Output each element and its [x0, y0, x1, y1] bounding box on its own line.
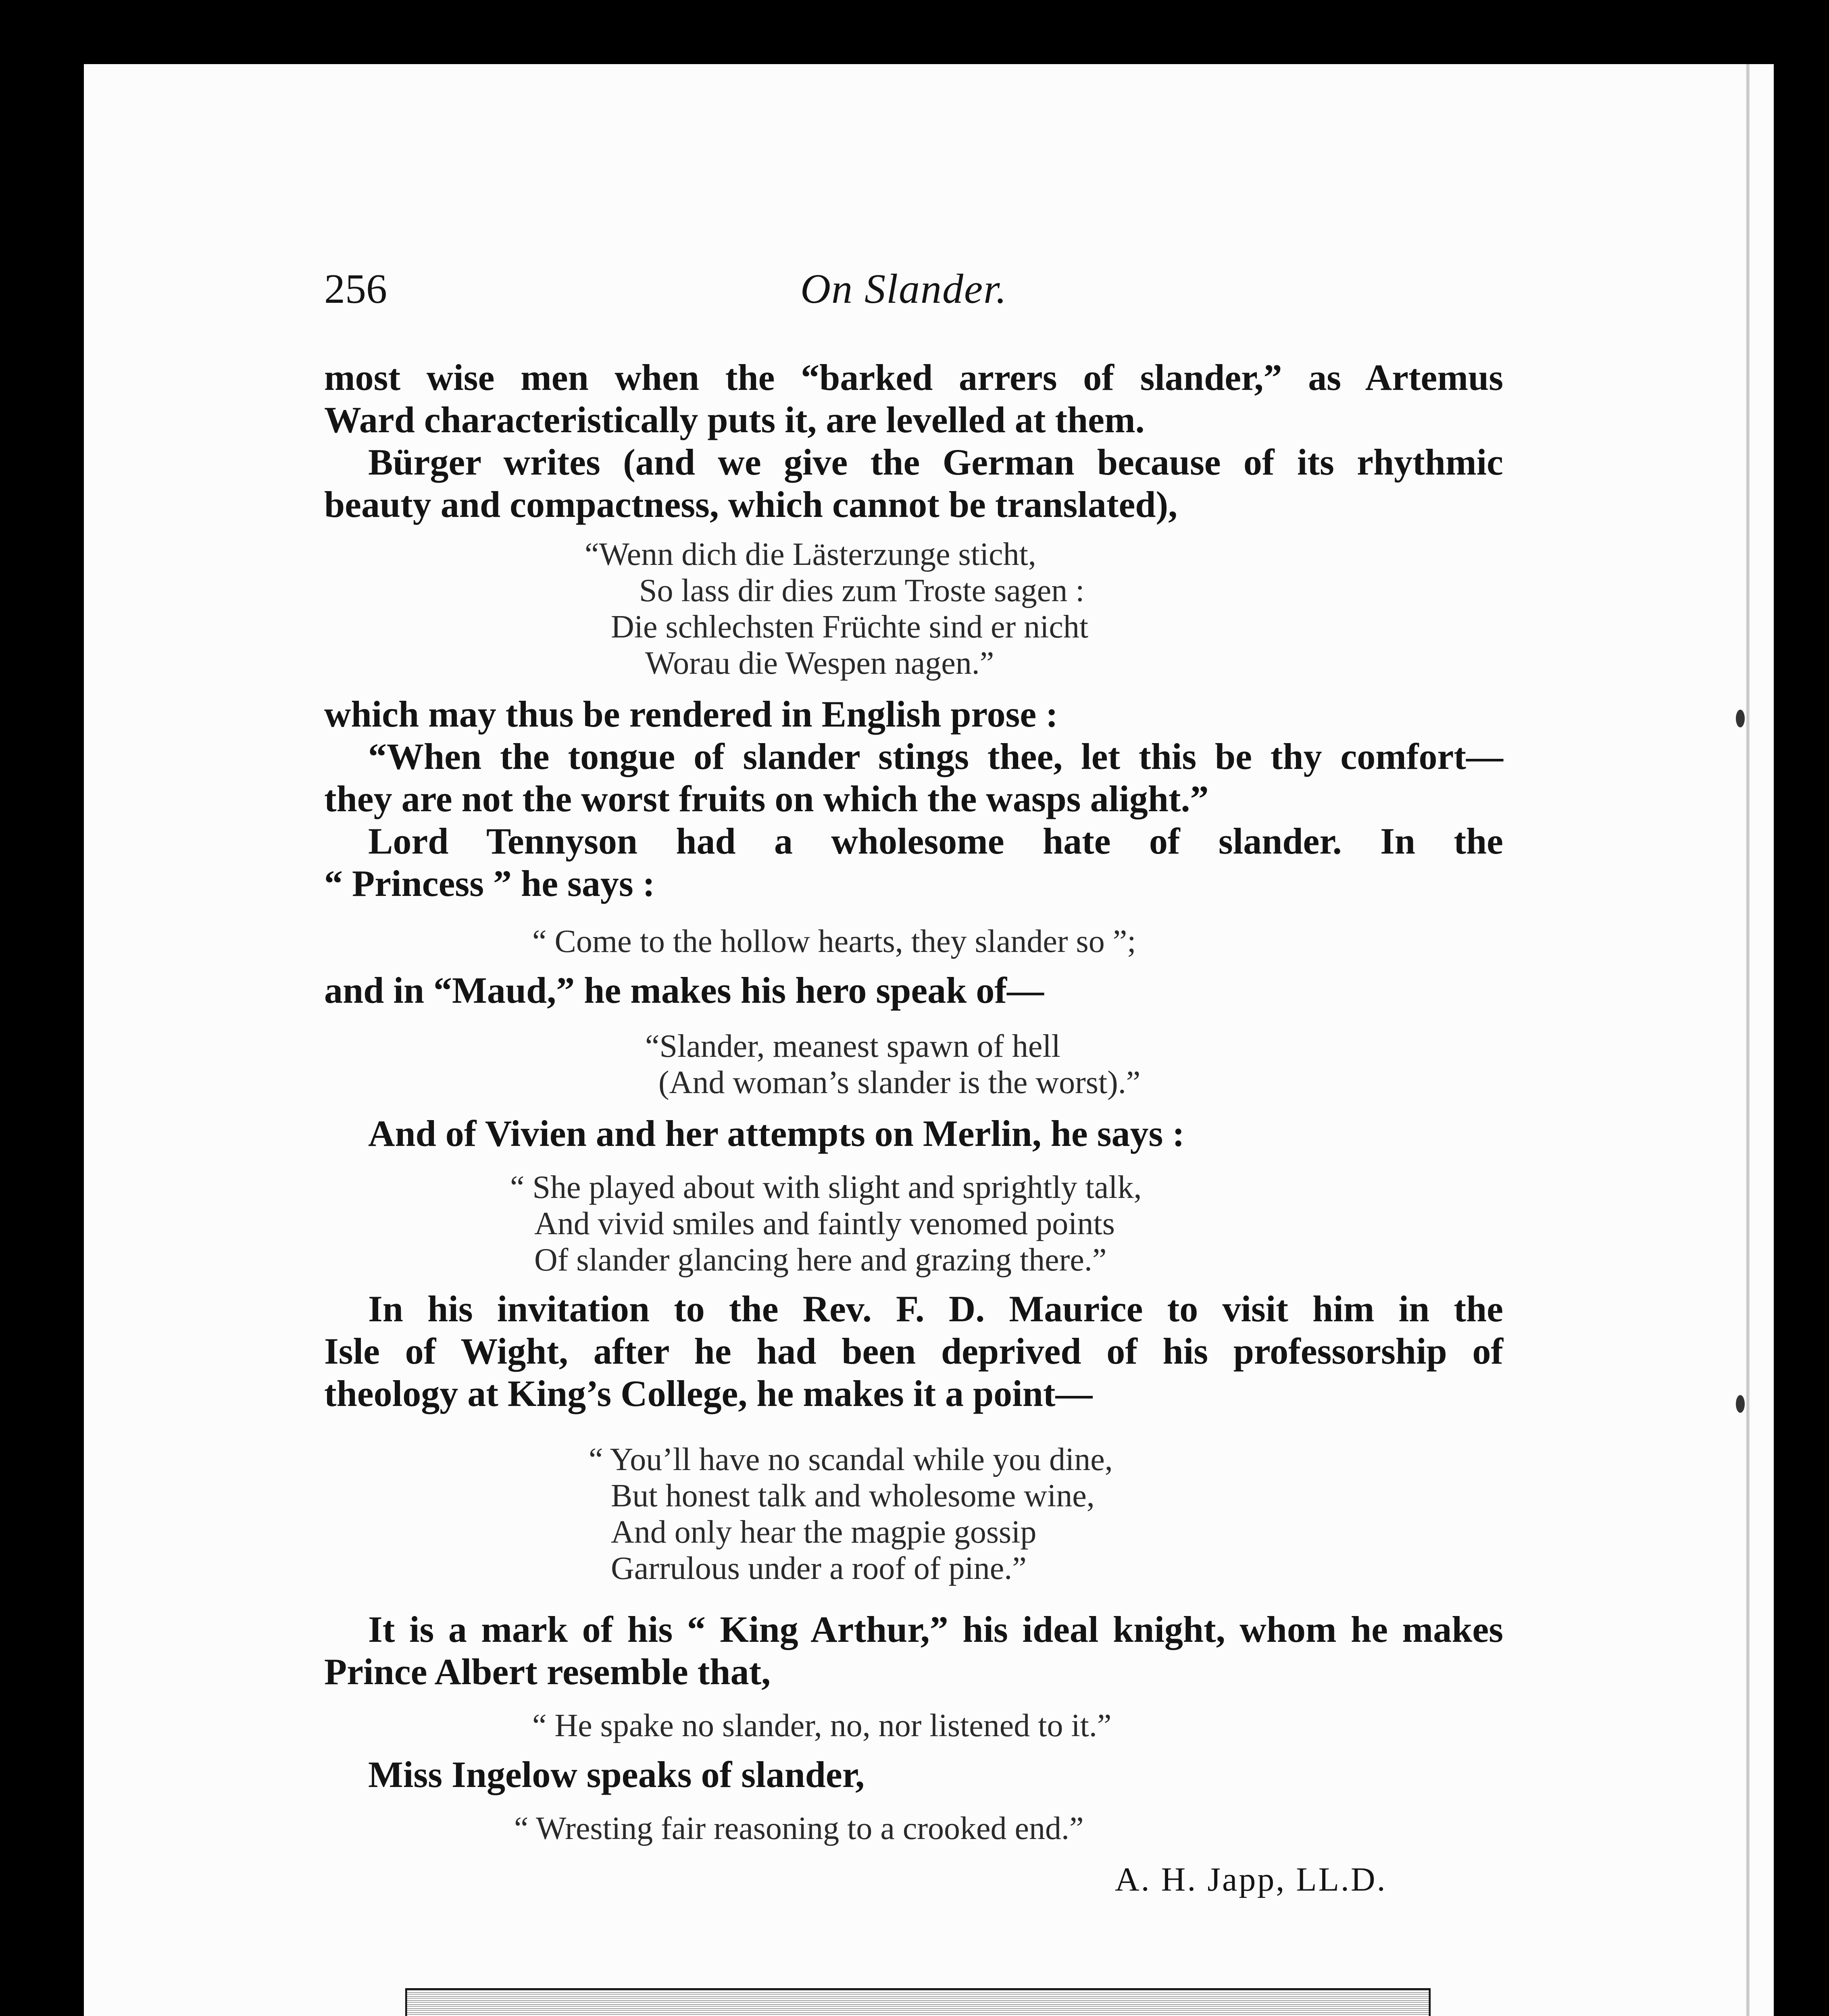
page-gutter-shadow	[1746, 64, 1750, 2016]
verse-line: Die schlechsten Früchte sind er nicht	[611, 609, 1089, 645]
verse-line: “Wenn dich die Lästerzunge sticht,	[585, 537, 1036, 572]
verse-line: “Slander, meanest spawn of hell	[645, 1029, 1060, 1064]
scan-border	[1774, 0, 1829, 2016]
body-line: Isle of Wight, after he had been deprived of his professorship of	[324, 1331, 1503, 1372]
verse-line: And only hear the magpie gossip	[611, 1514, 1037, 1550]
body-line: Bürger writes (and we give the German because of its rhythmic	[368, 442, 1503, 483]
body-line: “When the tongue of slander stings thee, let this be thy comfort—	[368, 736, 1503, 777]
verse-line: “ You’ll have no scandal while you dine,	[589, 1442, 1113, 1477]
body-line: Ward characteristically puts it, are levelled at them.	[324, 399, 1145, 440]
body-line: “ Princess ” he says :	[324, 863, 655, 904]
body-line: and in “Maud,” he makes his hero speak of—	[324, 970, 1044, 1011]
verse-line: But honest talk and wholesome wine,	[611, 1478, 1095, 1514]
body-line: It is a mark of his “ King Arthur,” his ideal knight, whom he makes	[368, 1609, 1503, 1650]
page-edge-mark	[1736, 1395, 1745, 1413]
body-line: theology at King’s College, he makes it a point—	[324, 1373, 1093, 1414]
running-title: On Slander.	[800, 266, 1008, 312]
body-line: Prince Albert resemble that,	[324, 1651, 771, 1692]
verse-line: Of slander glancing here and grazing there.”	[534, 1242, 1107, 1278]
body-line: beauty and compactness, which cannot be translated),	[324, 484, 1178, 525]
verse-line: So lass dir dies zum Troste sagen :	[639, 573, 1085, 608]
body-line: most wise men when the “barked arrers of slander,” as Artemus	[324, 357, 1503, 398]
body-line: they are not the worst fruits on which the wasps alight.”	[324, 778, 1209, 819]
verse-line: Garrulous under a roof of pine.”	[611, 1551, 1027, 1586]
author-signature: A. H. Japp, LL.D.	[1115, 1861, 1387, 1898]
moonrise-engraving	[405, 1988, 1431, 2016]
verse-line: (And woman’s slander is the worst).”	[658, 1065, 1141, 1100]
body-line: Lord Tennyson had a wholesome hate of slander. In the	[368, 821, 1503, 862]
body-line: And of Vivien and her attempts on Merlin, he says :	[368, 1113, 1185, 1154]
engraving-sky	[406, 1989, 1430, 2016]
verse-line: Worau die Wespen nagen.”	[645, 646, 994, 681]
verse-line: And vivid smiles and faintly venomed points	[534, 1206, 1115, 1241]
verse-line: “ He spake no slander, no, nor listened to it.”	[532, 1708, 1112, 1743]
body-line: In his invitation to the Rev. F. D. Maurice to visit him in the	[368, 1288, 1503, 1329]
verse-line: “ She played about with slight and sprightly talk,	[510, 1170, 1142, 1205]
verse-line: “ Come to the hollow hearts, they slander so ”;	[532, 924, 1136, 959]
page-number: 256	[324, 266, 387, 312]
page-edge-mark	[1736, 710, 1745, 727]
body-line: Miss Ingelow speaks of slander,	[368, 1754, 865, 1795]
verse-line: “ Wresting fair reasoning to a crooked end.”	[514, 1811, 1084, 1846]
body-line: which may thus be rendered in English prose :	[324, 694, 1058, 735]
